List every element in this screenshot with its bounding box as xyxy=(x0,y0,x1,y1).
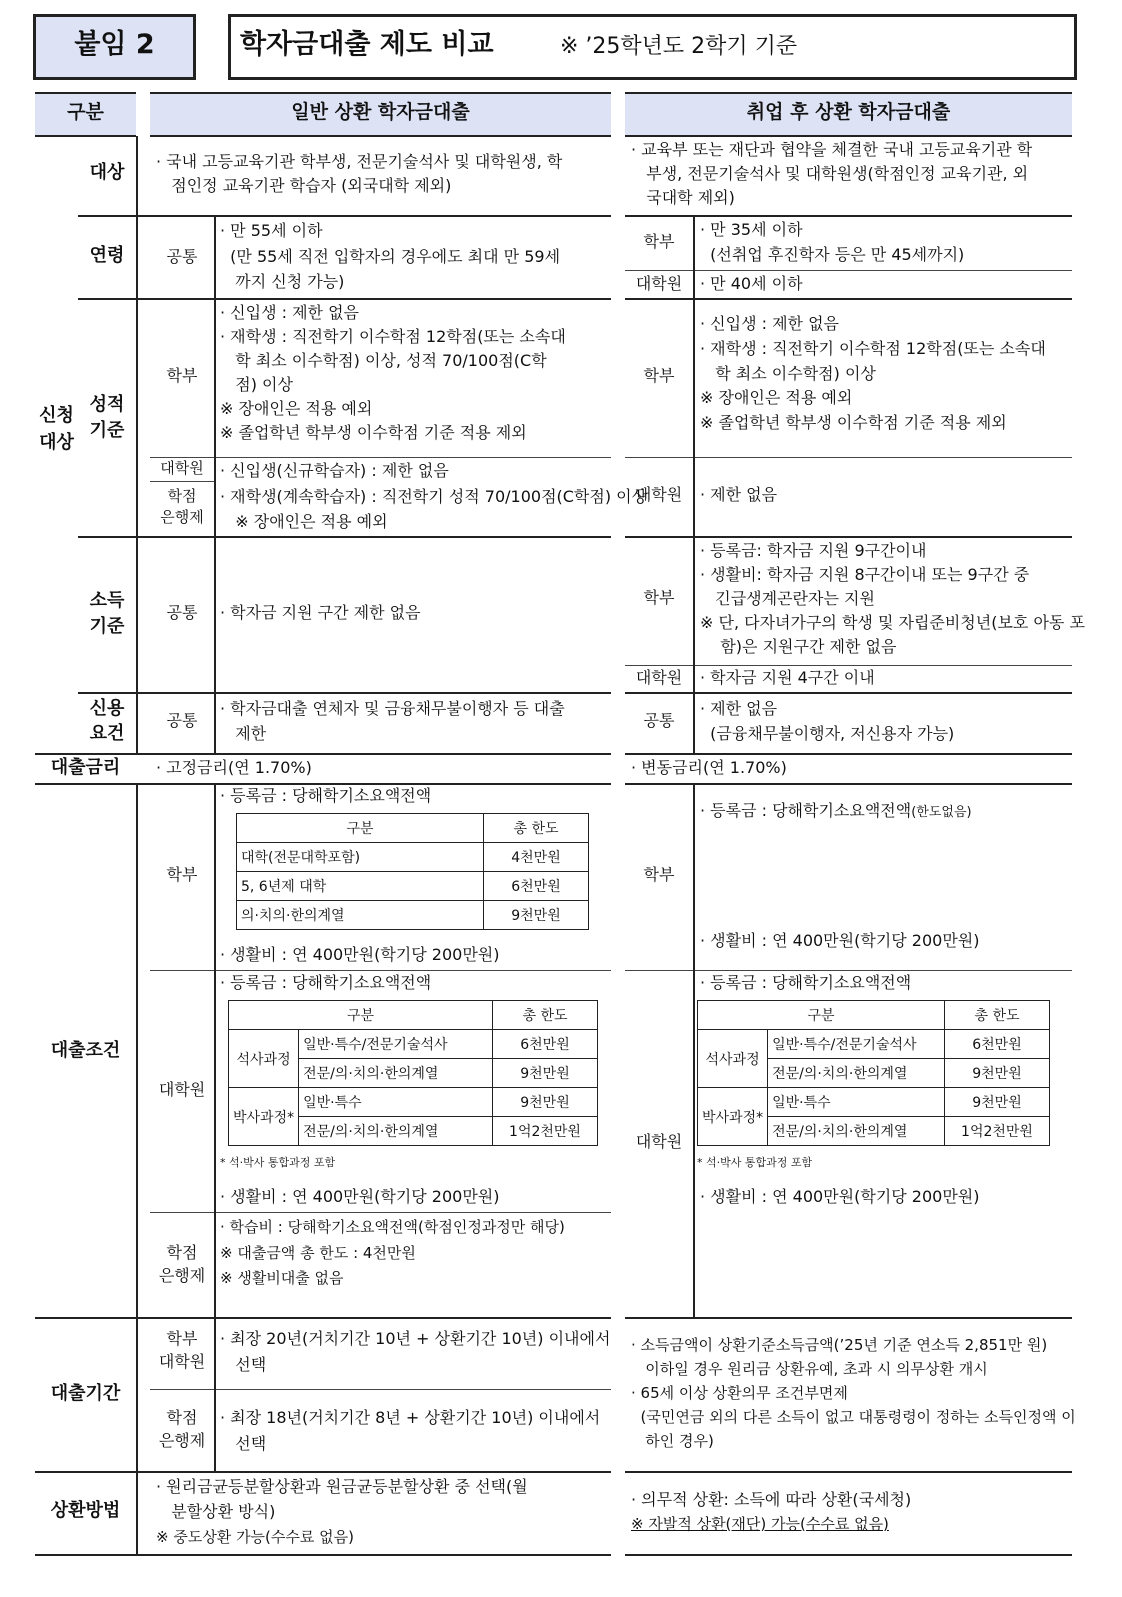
cond-ug-living: · 생활비 : 연 400만원(학기당 200만원) xyxy=(220,945,500,964)
age-icl-ug-label: 학부 xyxy=(643,232,675,251)
rule xyxy=(35,1554,611,1556)
ug-limit-table xyxy=(236,813,589,930)
income-icl-ug-label: 학부 xyxy=(643,588,675,607)
rule xyxy=(150,135,611,137)
table-cell: 9천만원 xyxy=(493,1059,598,1088)
table-cell: 일반·특수 xyxy=(299,1088,493,1117)
target-icl: · 교육부 또는 재단과 협약을 체결한 국내 고등교육기관 학 부생, 전문기술석사 및 대학원생(학점인정 교육기관, 외 국대학 제외) xyxy=(631,140,1033,207)
rule xyxy=(625,753,1072,755)
table-cell: 6천만원 xyxy=(493,1030,598,1059)
period-cb: · 최장 18년(거치기간 8년 + 상환기간 10년) 이내에서 선택 xyxy=(220,1408,601,1453)
table-cell: 석사과정 xyxy=(229,1030,299,1088)
cond-ug-tuition: · 등록금 : 당해학기소요액전액 xyxy=(220,786,432,805)
rule xyxy=(150,1212,611,1213)
table-cell: 전문/의·치의·한의계열 xyxy=(299,1117,493,1146)
cond-icl-ug-tuition-text: · 등록금 : 당해학기소요액전액 xyxy=(700,801,912,820)
table-cell: 박사과정* xyxy=(698,1088,768,1146)
label-conditions: 대출조건 xyxy=(50,1040,121,1061)
income-icl-grad-label: 대학원 xyxy=(635,668,683,687)
table-cell: 9천만원 xyxy=(493,1088,598,1117)
title-note: ※ ’25학년도 2학기 기준 xyxy=(560,34,798,59)
grad-limit-table xyxy=(228,1000,598,1146)
rate-icl: · 변동금리(연 1.70%) xyxy=(631,758,787,777)
cond-grad-label: 대학원 xyxy=(158,1080,206,1099)
divider xyxy=(693,783,695,1317)
period-ug-label: 학부 대학원 xyxy=(158,1329,206,1372)
divider xyxy=(693,215,695,753)
divider xyxy=(214,783,216,1317)
rule xyxy=(78,215,611,217)
rule xyxy=(150,481,214,482)
income-icl-ug: · 등록금: 학자금 지원 9구간이내 · 생활비: 학자금 지원 8구간이내 또는 9구간 중 긴급생계곤란자는 지원 ※ 단, 다자녀가구의 학생 및 자립준비청년(보호 아동 포 함)은 지원구간 제한 없음 xyxy=(700,541,1085,656)
age-icl-grad-label: 대학원 xyxy=(635,274,683,293)
label-age: 연령 xyxy=(89,245,125,266)
icl-grad-limit-table xyxy=(697,1000,1050,1146)
table-cell: 1억2천만원 xyxy=(945,1117,1050,1146)
repay-general-note: ※ 중도상환 가능(수수료 없음) xyxy=(156,1528,354,1546)
label-grade: 성적 기준 xyxy=(89,394,125,442)
cond-cb-label: 학점 은행제 xyxy=(158,1243,206,1286)
cond-icl-ug-living: · 생활비 : 연 400만원(학기당 200만원) xyxy=(700,931,980,950)
table-cell: 6천만원 xyxy=(945,1030,1050,1059)
divider xyxy=(214,1317,216,1471)
credit-general: · 학자금대출 연체자 및 금융채무불이행자 등 대출 제한 xyxy=(220,699,565,743)
table-header: 구분 xyxy=(698,1001,945,1030)
cond-cb: · 학습비 : 당해학기소요액전액(학점인정과정만 해당) ※ 대출금액 총 한도 : 4천만원 ※ 생활비대출 없음 xyxy=(220,1218,565,1287)
divider xyxy=(214,215,216,753)
attachment-label: 붙임 2 xyxy=(74,29,155,60)
rule xyxy=(150,92,611,94)
label-repay: 상환방법 xyxy=(50,1500,121,1521)
table-header: 총 한도 xyxy=(484,814,589,843)
table-header: 구분 xyxy=(237,814,484,843)
table-cell: 9천만원 xyxy=(945,1059,1050,1088)
table-cell: 일반·특수/전문기술석사 xyxy=(768,1030,945,1059)
divider xyxy=(136,136,138,753)
grade-icl-grad-label: 대학원 xyxy=(635,485,683,504)
table-cell: 전문/의·치의·한의계열 xyxy=(299,1059,493,1088)
cond-icl-grad-label: 대학원 xyxy=(635,1132,683,1151)
rule xyxy=(35,783,611,785)
table-cell: 대학(전문대학포함) xyxy=(237,843,484,872)
header-category: 구분 xyxy=(67,101,104,123)
rule xyxy=(150,1389,611,1390)
age-icl-ug: · 만 35세 이하 (선취업 후진학자 등은 만 45세까지) xyxy=(700,220,965,264)
table-cell: 9천만원 xyxy=(945,1088,1050,1117)
header-general: 일반 상환 학자금대출 xyxy=(291,101,470,123)
rule xyxy=(625,1317,1072,1319)
rule xyxy=(35,135,136,137)
rule xyxy=(625,1471,1072,1473)
income-general: · 학자금 지원 구간 제한 없음 xyxy=(220,603,421,622)
credit-icl: · 제한 없음 (금융채무불이행자, 저신용자 가능) xyxy=(700,699,955,743)
cond-grad-living: · 생활비 : 연 400만원(학기당 200만원) xyxy=(220,1187,500,1206)
rule xyxy=(35,1471,611,1473)
rule xyxy=(78,692,611,694)
grade-grad-label: 대학원 xyxy=(160,459,204,477)
period-ug: · 최장 20년(거치기간 10년 + 상환기간 10년) 이내에서 선택 xyxy=(220,1329,611,1374)
credit-icl-common-label: 공통 xyxy=(643,711,675,730)
table-row xyxy=(698,1030,1050,1059)
table-row xyxy=(237,901,589,930)
table-cell: 석사과정 xyxy=(698,1030,768,1088)
rule xyxy=(35,92,136,94)
age-icl-grad: · 만 40세 이하 xyxy=(700,274,803,293)
table-cell: 일반·특수/전문기술석사 xyxy=(299,1030,493,1059)
cond-grad-tuition: · 등록금 : 당해학기소요액전액 xyxy=(220,973,432,992)
label-credit: 신용 요건 xyxy=(89,698,125,745)
rule xyxy=(35,753,611,755)
age-common-label: 공통 xyxy=(166,247,198,266)
grade-icl-ug-label: 학부 xyxy=(643,366,675,385)
period-icl: · 소득금액이 상환기준소득금액(’25년 기준 연소득 2,851만 원) 이하일 경우 원리금 상환유예, 초과 시 의무상환 개시 · 65세 이상 상환의무 조건부면제 (국민연금 외의 다른 소득이 없고 대통령령이 정하는 소득인정액 이 하인 경우) xyxy=(631,1336,1076,1450)
table-cell: 4천만원 xyxy=(484,843,589,872)
table-row xyxy=(229,1088,598,1117)
table-header: 총 한도 xyxy=(493,1001,598,1030)
grade-cb-label: 학점 은행제 xyxy=(160,487,204,526)
table-row xyxy=(229,1030,598,1059)
table-cell: 6천만원 xyxy=(484,872,589,901)
table-cell: 5, 6년제 대학 xyxy=(237,872,484,901)
credit-common-label: 공통 xyxy=(166,711,198,730)
cond-icl-grad-tuition: · 등록금 : 당해학기소요액전액 xyxy=(700,973,912,992)
page-title: 학자금대출 제도 비교 xyxy=(240,29,494,60)
rule xyxy=(78,298,611,300)
rule xyxy=(625,1554,1072,1556)
income-icl-grad: · 학자금 지원 4구간 이내 xyxy=(700,668,875,687)
grade-icl-grad: · 제한 없음 xyxy=(700,485,778,504)
table-cell: 전문/의·치의·한의계열 xyxy=(768,1059,945,1088)
table-cell: 일반·특수 xyxy=(768,1088,945,1117)
label-rate: 대출금리 xyxy=(50,757,121,778)
cond-ug-label: 학부 xyxy=(166,865,198,884)
repay-general: · 원리금균등분할상환과 원금균등분할상환 중 선택(월 분할상환 방식) xyxy=(156,1477,528,1521)
income-common-label: 공통 xyxy=(166,603,198,622)
grade-icl-ug: · 신입생 : 제한 없음 · 재학생 : 직전학기 이수학점 12학점(또는 소속대 학 최소 이수학점) 이상 ※ 장애인은 적용 예외 ※ 졸업학년 학부생 이수학점 기준 적용 제외 xyxy=(700,314,1046,433)
table-cell: 박사과정* xyxy=(229,1088,299,1146)
label-apply: 신청 대상 xyxy=(39,405,74,453)
rule xyxy=(78,536,611,538)
rule xyxy=(150,970,611,971)
repay-icl: · 의무적 상환: 소득에 따라 상환(국세청) xyxy=(631,1490,912,1509)
label-target: 대상 xyxy=(89,162,125,183)
header-icl: 취업 후 상환 학자금대출 xyxy=(746,101,951,123)
rate-general: · 고정금리(연 1.70%) xyxy=(156,758,312,777)
rule xyxy=(35,1317,611,1319)
table-row xyxy=(237,872,589,901)
table-header: 총 한도 xyxy=(945,1001,1050,1030)
table-header: 구분 xyxy=(229,1001,493,1030)
table-cell: 1억2천만원 xyxy=(493,1117,598,1146)
cond-icl-ug-tuition xyxy=(700,801,972,821)
cond-icl-ug-tuition-note: (한도없음) xyxy=(911,805,972,820)
table-cell: 전문/의·치의·한의계열 xyxy=(768,1117,945,1146)
icl-grad-note: * 석·박사 통합과정 포함 xyxy=(697,1156,813,1169)
period-cb-label: 학점 은행제 xyxy=(158,1408,206,1451)
table-cell: 9천만원 xyxy=(484,901,589,930)
label-income: 소득 기준 xyxy=(89,590,125,638)
grade-general-grad: · 신입생(신규학습자) : 제한 없음 · 재학생(계속학습자) : 직전학기 성적 70/100점(C학점) 이상 ※ 장애인은 적용 예외 xyxy=(220,461,648,532)
table-row xyxy=(237,843,589,872)
repay-icl-note: ※ 자발적 상환(재단) 가능(수수료 없음) xyxy=(631,1515,889,1533)
grad-note: * 석·박사 통합과정 포함 xyxy=(220,1156,336,1169)
label-period: 대출기간 xyxy=(50,1383,121,1404)
age-general: · 만 55세 이하 (만 55세 직전 입학자의 경우에도 최대 만 59세 까지 신청 가능) xyxy=(220,221,561,292)
divider xyxy=(136,783,138,1554)
cond-icl-ug-label: 학부 xyxy=(643,865,675,884)
grade-general-ug: · 신입생 : 제한 없음 · 재학생 : 직전학기 이수학점 12학점(또는 소속대 학 최소 이수학점) 이상, 성적 70/100점(C학 점) 이상 ※ 장애인은 적용 예외 ※ 졸업학년 학부생 이수학점 기준 적용 제외 xyxy=(220,303,566,442)
grade-ug-label: 학부 xyxy=(166,366,198,385)
cond-icl-grad-living: · 생활비 : 연 400만원(학기당 200만원) xyxy=(700,1187,980,1206)
rule xyxy=(625,135,1072,137)
target-general: · 국내 고등교육기관 학부생, 전문기술석사 및 대학원생, 학 점인정 교육기관 학습자 (외국대학 제외) xyxy=(156,152,563,195)
table-row xyxy=(698,1088,1050,1117)
rule xyxy=(625,92,1072,94)
table-cell: 의·치의·한의계열 xyxy=(237,901,484,930)
